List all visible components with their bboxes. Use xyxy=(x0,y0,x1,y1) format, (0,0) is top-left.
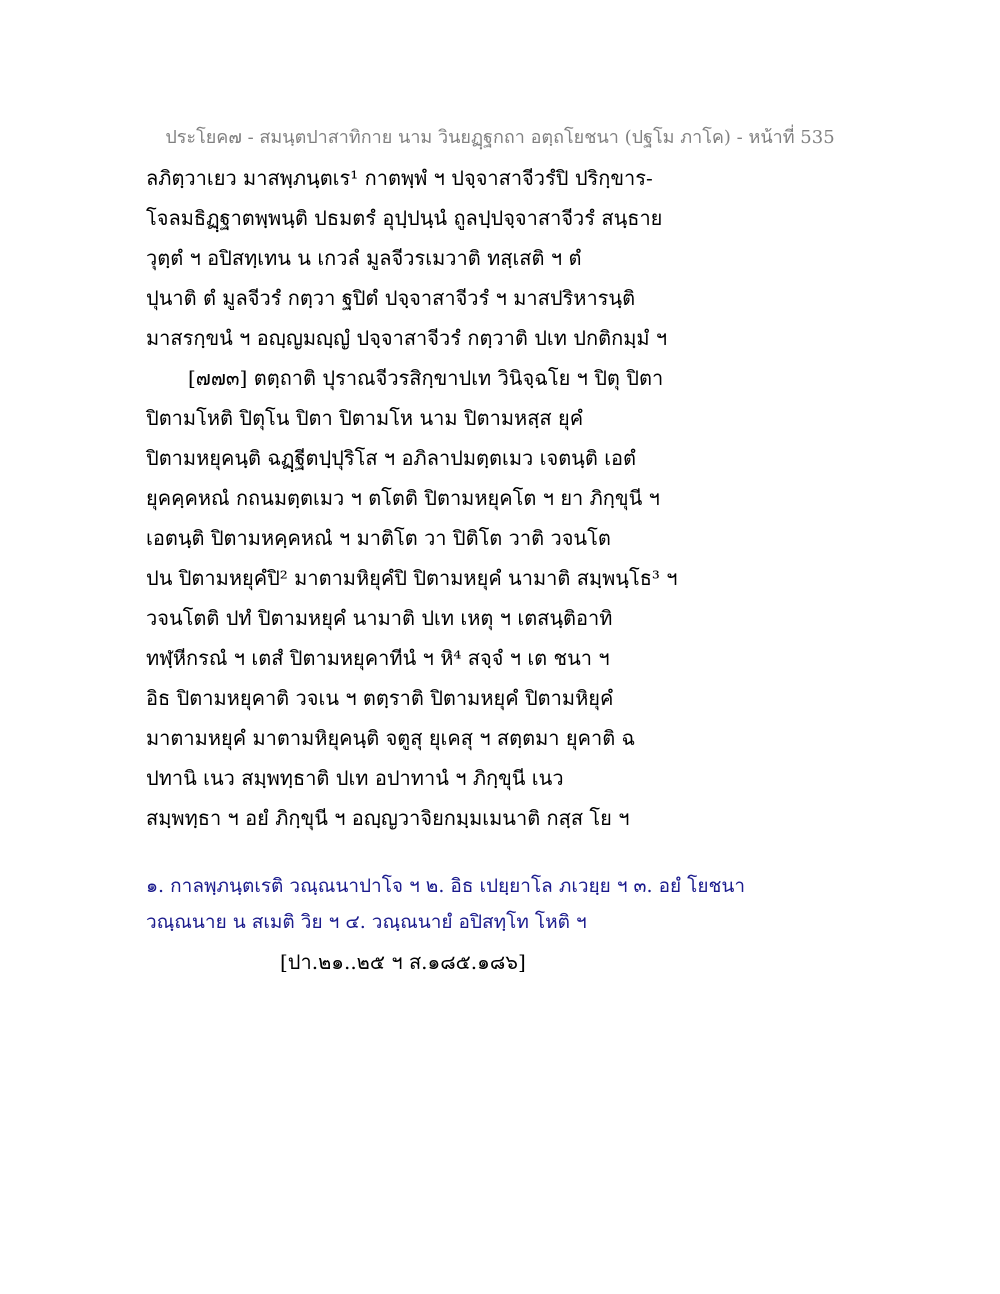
paragraph-start-line: [๗๗๓] ตตฺถาติ ปุราณจีวรสิกฺขาปเท วินิจฺฉโย ฯ ปิตุ ปิตา xyxy=(188,366,664,390)
text-line: มาสรกฺขนํ ฯ อญฺญมญฺญํ ปจฺจาสาจีวรํ กตฺวาติ ปเท ปกติกมฺมํ ฯ xyxy=(146,326,668,350)
text-line: ปุนาติ ตํ มูลจีวรํ กตฺวา ฐปิตํ ปจฺจาสาจีวรํ ฯ มาสปริหารนฺติ xyxy=(146,286,636,310)
text-line: ปิตามโหติ ปิตุโน ปิตา ปิตามโห นาม ปิตามหสฺส ยุคํ xyxy=(146,406,584,430)
text-line: วุตฺตํ ฯ อปิสทฺเทน น เกวลํ มูลจีวรเมวาติ ทสฺเสติ ฯ ตํ xyxy=(146,246,582,270)
page-header: ประโยค๗ - สมนฺตปาสาทิกาย นาม วินยฏฺฐกถา อตฺถโยชนา (ปฐโม ภาโค) - หน้าที่ 535 xyxy=(165,127,835,148)
footnote-line: ๑. กาลพฺภนฺตเรติ วณฺณนาปาโจ ฯ ๒. อิธ เปยฺยาโล ภเวยฺย ฯ ๓. อยํ โยชนา xyxy=(146,875,746,897)
text-line: อิธ ปิตามหยุคาติ วจเน ฯ ตตฺราติ ปิตามหยุคํ ปิตามหิยุคํ xyxy=(146,686,614,710)
text-line: ปิตามหยุคนฺติ ฉฏฺฐีตปฺปุริโส ฯ อภิลาปมตฺตเมว เจตนฺติ เอตํ xyxy=(146,446,637,470)
body-text xyxy=(146,158,866,838)
text-line: โจลมธิฏฺฐาตพฺพนฺติ ปธมตรํ อุปฺปนฺนํ ถูลปฺปจฺจาสาจีวรํ สนฺธาย xyxy=(146,206,663,230)
text-line: มาตามหยุคํ มาตามหิยุคนฺติ จตูสุ ยุเคสุ ฯ สตฺตมา ยุคาติ ฉ xyxy=(146,726,636,750)
text-line: วจนโตติ ปทํ ปิตามหยุคํ นามาติ ปเท เหตุ ฯ เตสนฺติอาทิ xyxy=(146,606,613,630)
footnotes xyxy=(146,868,866,940)
footnote-line: วณฺณนาย น สเมติ วิย ฯ ๔. วณฺณนายํ อปิสทฺโท โหติ ฯ xyxy=(146,911,587,933)
text-line: ยุคคฺคหณํ กถนมตฺตเมว ฯ ตโตติ ปิตามหยุคโต ฯ ยา ภิกฺขุนี ฯ xyxy=(146,486,660,510)
page-reference: [ปา.๒๑..๒๕ ฯ ส.๑๘๕.๑๘๖] xyxy=(280,950,526,974)
text-line: ทฬฺหีกรณํ ฯ เตสํ ปิตามหยุคาทีนํ ฯ หิ⁴ สจฺจํ ฯ เต ชนา ฯ xyxy=(146,646,610,670)
text-line: ปน ปิตามหยุคํปิ² มาตามหิยุคํปิ ปิตามหยุคํ นามาติ สมฺพนฺโธ³ ฯ xyxy=(146,566,678,590)
text-line: สมฺพทฺธา ฯ อยํ ภิกฺขุนี ฯ อญฺญวาจิยกมฺมเมนาติ กสฺส โย ฯ xyxy=(146,806,630,830)
text-line: ลภิตฺวาเยว มาสพฺภนฺตเร¹ กาตพฺพํ ฯ ปจฺจาสาจีวรํปิ ปริกฺขาร- xyxy=(146,166,653,190)
text-line: ปทานิ เนว สมฺพทฺธาติ ปเท อปาทานํ ฯ ภิกฺขุนี เนว xyxy=(146,766,564,790)
text-line: เอตนฺติ ปิตามหคฺคหณํ ฯ มาติโต วา ปิติโต วาติ วจนโต xyxy=(146,526,611,550)
